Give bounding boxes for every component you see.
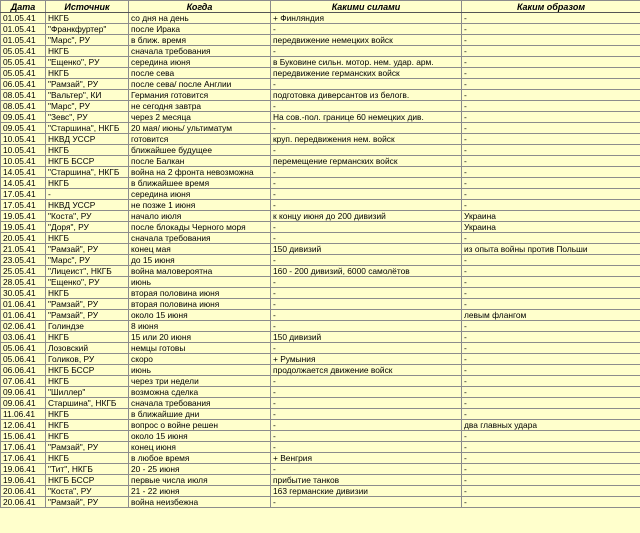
when-cell[interactable]: конец июня (129, 442, 271, 453)
column-header-manner[interactable]: Каким образом (462, 1, 640, 13)
forces-cell[interactable]: - (271, 299, 462, 310)
table-row (1, 244, 640, 255)
table-row (1, 277, 640, 288)
manner-cell[interactable]: - (462, 13, 640, 24)
manner-cell[interactable]: - (462, 134, 640, 145)
when-cell[interactable]: 15 или 20 июня (129, 332, 271, 343)
forces-cell[interactable]: - (271, 497, 462, 508)
manner-cell[interactable]: - (462, 24, 640, 35)
when-cell[interactable]: со дня на день (129, 13, 271, 24)
manner-cell[interactable]: левым флангом (462, 310, 640, 321)
manner-cell[interactable]: - (462, 79, 640, 90)
table-row (1, 178, 640, 189)
table-row (1, 145, 640, 156)
forces-cell[interactable]: + Румыния (271, 354, 462, 365)
manner-cell[interactable]: - (462, 376, 640, 387)
table-body (1, 13, 640, 508)
table-row (1, 255, 640, 266)
when-cell[interactable]: после блокады Черного моря (129, 222, 271, 233)
manner-cell[interactable]: - (462, 156, 640, 167)
manner-cell[interactable]: - (462, 145, 640, 156)
forces-cell[interactable]: - (271, 222, 462, 233)
forces-cell[interactable]: - (271, 398, 462, 409)
date-cell[interactable]: 03.06.41 (1, 332, 46, 343)
date-cell[interactable]: 23.05.41 (1, 255, 46, 266)
date-cell[interactable]: 15.06.41 (1, 431, 46, 442)
date-cell[interactable]: 07.06.41 (1, 376, 46, 387)
when-cell[interactable]: вторая половина июня (129, 288, 271, 299)
table-row (1, 57, 640, 68)
table-row (1, 167, 640, 178)
date-cell[interactable]: 05.06.41 (1, 343, 46, 354)
forces-cell[interactable]: подготовка диверсантов из белогв. (271, 90, 462, 101)
when-cell[interactable]: начало июля (129, 211, 271, 222)
when-cell[interactable]: немцы готовы (129, 343, 271, 354)
manner-cell[interactable]: - (462, 35, 640, 46)
source-cell[interactable]: "Рамзай", РУ (46, 244, 129, 255)
forces-cell[interactable]: продолжается движение войск (271, 365, 462, 376)
manner-cell[interactable]: - (462, 365, 640, 376)
when-cell[interactable]: возможна сделка (129, 387, 271, 398)
manner-cell[interactable]: - (462, 431, 640, 442)
manner-cell[interactable]: - (462, 475, 640, 486)
manner-cell[interactable]: - (462, 46, 640, 57)
forces-cell[interactable]: - (271, 255, 462, 266)
forces-cell[interactable]: - (271, 420, 462, 431)
when-cell[interactable]: Германия готовится (129, 90, 271, 101)
forces-cell[interactable]: прибытие танков (271, 475, 462, 486)
when-cell[interactable]: около 15 июня (129, 431, 271, 442)
source-cell[interactable]: "Зевс", РУ (46, 112, 129, 123)
date-cell[interactable]: 09.06.41 (1, 398, 46, 409)
source-cell[interactable]: НКГБ (46, 46, 129, 57)
table-row (1, 299, 640, 310)
source-cell[interactable]: НКГБ (46, 288, 129, 299)
table-row (1, 431, 640, 442)
table-row (1, 475, 640, 486)
manner-cell[interactable]: - (462, 453, 640, 464)
date-cell[interactable]: 19.05.41 (1, 211, 46, 222)
manner-cell[interactable]: - (462, 398, 640, 409)
table-row (1, 398, 640, 409)
manner-cell[interactable]: - (462, 387, 640, 398)
forces-cell[interactable]: - (271, 288, 462, 299)
table-row (1, 343, 640, 354)
forces-cell[interactable]: - (271, 189, 462, 200)
when-cell[interactable]: в ближ. время (129, 35, 271, 46)
manner-cell[interactable]: - (462, 343, 640, 354)
table-row (1, 211, 640, 222)
when-cell[interactable]: после сева/ после Англии (129, 79, 271, 90)
table-row (1, 189, 640, 200)
source-cell[interactable]: "Коста", РУ (46, 486, 129, 497)
header-row (1, 1, 640, 13)
forces-cell[interactable]: 163 германские дивизии (271, 486, 462, 497)
source-cell[interactable]: "Шиллер" (46, 387, 129, 398)
source-cell[interactable]: НКГБ (46, 145, 129, 156)
date-cell[interactable]: 28.05.41 (1, 277, 46, 288)
source-cell[interactable]: НКВД УССР (46, 134, 129, 145)
date-cell[interactable]: 01.06.41 (1, 310, 46, 321)
when-cell[interactable]: не сегодня завтра (129, 101, 271, 112)
forces-cell[interactable]: - (271, 442, 462, 453)
table-row (1, 90, 640, 101)
date-cell[interactable]: 12.06.41 (1, 420, 46, 431)
manner-cell[interactable]: - (462, 354, 640, 365)
forces-cell[interactable]: - (271, 321, 462, 332)
source-cell[interactable]: НКГБ (46, 68, 129, 79)
date-cell[interactable]: 25.05.41 (1, 266, 46, 277)
date-cell[interactable]: 17.06.41 (1, 453, 46, 464)
when-cell[interactable]: 8 июня (129, 321, 271, 332)
when-cell[interactable]: 21 - 22 июня (129, 486, 271, 497)
date-cell[interactable]: 02.06.41 (1, 321, 46, 332)
table-row (1, 321, 640, 332)
manner-cell[interactable]: - (462, 332, 640, 343)
forces-cell[interactable]: - (271, 101, 462, 112)
date-cell[interactable]: 10.05.41 (1, 145, 46, 156)
table-row (1, 486, 640, 497)
manner-cell[interactable]: - (462, 442, 640, 453)
manner-cell[interactable]: - (462, 178, 640, 189)
when-cell[interactable]: в ближайшие дни (129, 409, 271, 420)
table-row (1, 453, 640, 464)
forces-cell[interactable]: 160 - 200 дивизий, 6000 самолётов (271, 266, 462, 277)
manner-cell[interactable]: - (462, 189, 640, 200)
table-row (1, 332, 640, 343)
forces-cell[interactable]: - (271, 464, 462, 475)
table-row (1, 233, 640, 244)
source-cell[interactable]: НКГБ (46, 13, 129, 24)
when-cell[interactable]: 20 - 25 июня (129, 464, 271, 475)
forces-cell[interactable]: круп. передвижения нем. войск (271, 134, 462, 145)
source-cell[interactable]: НКГБ (46, 178, 129, 189)
source-cell[interactable]: "Марс", РУ (46, 35, 129, 46)
date-cell[interactable]: 14.05.41 (1, 167, 46, 178)
manner-cell[interactable]: - (462, 266, 640, 277)
source-cell[interactable]: Голиндзе (46, 321, 129, 332)
when-cell[interactable]: вторая половина июня (129, 299, 271, 310)
source-cell[interactable]: "Марс", РУ (46, 101, 129, 112)
date-cell[interactable]: 17.06.41 (1, 442, 46, 453)
source-cell[interactable]: НКГБ БССР (46, 475, 129, 486)
source-cell[interactable]: Старшина", НКГБ (46, 398, 129, 409)
source-cell[interactable]: "Рамзай", РУ (46, 299, 129, 310)
when-cell[interactable]: 20 мая/ июнь/ ультиматум (129, 123, 271, 134)
date-cell[interactable]: 21.05.41 (1, 244, 46, 255)
when-cell[interactable]: сначала требования (129, 46, 271, 57)
source-cell[interactable]: НКГБ БССР (46, 365, 129, 376)
manner-cell[interactable]: - (462, 299, 640, 310)
manner-cell[interactable]: - (462, 200, 640, 211)
manner-cell[interactable]: два главных удара (462, 420, 640, 431)
source-cell[interactable]: Лозовский (46, 343, 129, 354)
manner-cell[interactable]: - (462, 233, 640, 244)
forces-cell[interactable]: - (271, 145, 462, 156)
source-cell[interactable]: "Рамзай", РУ (46, 310, 129, 321)
date-cell[interactable]: 17.05.41 (1, 200, 46, 211)
source-cell[interactable]: НКГБ (46, 332, 129, 343)
table-row (1, 409, 640, 420)
source-cell[interactable]: "Тит", НКГБ (46, 464, 129, 475)
when-cell[interactable]: война на 2 фронта невозможна (129, 167, 271, 178)
table-row (1, 200, 640, 211)
manner-cell[interactable]: - (462, 277, 640, 288)
table-row (1, 376, 640, 387)
forces-cell[interactable]: передвижение германских войск (271, 68, 462, 79)
column-header-date[interactable]: Дата (1, 1, 46, 13)
table-row (1, 112, 640, 123)
manner-cell[interactable]: - (462, 409, 640, 420)
when-cell[interactable]: середина июня (129, 189, 271, 200)
date-cell[interactable]: 17.05.41 (1, 189, 46, 200)
date-cell[interactable]: 06.05.41 (1, 79, 46, 90)
manner-cell[interactable]: - (462, 497, 640, 508)
date-cell[interactable]: 11.06.41 (1, 409, 46, 420)
source-cell[interactable]: "Ещенко", РУ (46, 277, 129, 288)
date-cell[interactable]: 10.05.41 (1, 156, 46, 167)
manner-cell[interactable]: Украина (462, 222, 640, 233)
date-cell[interactable]: 09.06.41 (1, 387, 46, 398)
column-header-forces[interactable]: Какими силами (271, 1, 462, 13)
column-header-source[interactable]: Источник (46, 1, 129, 13)
forces-cell[interactable]: + Финляндия (271, 13, 462, 24)
table-row (1, 35, 640, 46)
date-cell[interactable]: 08.05.41 (1, 90, 46, 101)
when-cell[interactable]: война маловероятна (129, 266, 271, 277)
source-cell[interactable]: "Старшина", НКГБ (46, 123, 129, 134)
when-cell[interactable]: в ближайшее время (129, 178, 271, 189)
table-row (1, 79, 640, 90)
when-cell[interactable]: не позже 1 июня (129, 200, 271, 211)
when-cell[interactable]: готовится (129, 134, 271, 145)
manner-cell[interactable]: - (462, 321, 640, 332)
when-cell[interactable]: в любое время (129, 453, 271, 464)
date-cell[interactable]: 06.06.41 (1, 365, 46, 376)
table-row (1, 222, 640, 233)
table-row (1, 13, 640, 24)
forces-cell[interactable]: На сов.-пол. границе 60 немецких див. (271, 112, 462, 123)
manner-cell[interactable]: - (462, 68, 640, 79)
date-cell[interactable]: 30.05.41 (1, 288, 46, 299)
table-row (1, 24, 640, 35)
source-cell[interactable]: "Лицеист", НКГБ (46, 266, 129, 277)
when-cell[interactable]: скоро (129, 354, 271, 365)
source-cell[interactable]: НКГБ (46, 453, 129, 464)
column-header-when[interactable]: Когда (129, 1, 271, 13)
date-cell[interactable]: 19.06.41 (1, 475, 46, 486)
date-cell[interactable]: 19.06.41 (1, 464, 46, 475)
source-cell[interactable]: НКВД УССР (46, 200, 129, 211)
date-cell[interactable]: 10.05.41 (1, 134, 46, 145)
table-row (1, 365, 640, 376)
when-cell[interactable]: середина июня (129, 57, 271, 68)
manner-cell[interactable]: из опыта войны против Польши (462, 244, 640, 255)
table-row (1, 464, 640, 475)
source-cell[interactable]: "Доря", РУ (46, 222, 129, 233)
when-cell[interactable]: до 15 июня (129, 255, 271, 266)
table-row (1, 420, 640, 431)
forces-cell[interactable]: + Венгрия (271, 453, 462, 464)
source-cell[interactable]: НКГБ БССР (46, 156, 129, 167)
forces-cell[interactable]: - (271, 46, 462, 57)
forces-cell[interactable]: - (271, 376, 462, 387)
manner-cell[interactable]: - (462, 90, 640, 101)
manner-cell[interactable]: - (462, 288, 640, 299)
forces-cell[interactable]: 150 дивизий (271, 244, 462, 255)
manner-cell[interactable]: - (462, 464, 640, 475)
manner-cell[interactable]: - (462, 101, 640, 112)
date-cell[interactable]: 20.06.41 (1, 497, 46, 508)
table-row (1, 134, 640, 145)
when-cell[interactable]: конец мая (129, 244, 271, 255)
when-cell[interactable]: ближайшее будущее (129, 145, 271, 156)
manner-cell[interactable]: - (462, 112, 640, 123)
source-cell[interactable]: "Рамзай", РУ (46, 79, 129, 90)
forces-cell[interactable]: к концу июня до 200 дивизий (271, 211, 462, 222)
date-cell[interactable]: 14.05.41 (1, 178, 46, 189)
forces-cell[interactable]: - (271, 409, 462, 420)
date-cell[interactable]: 01.05.41 (1, 24, 46, 35)
source-cell[interactable]: НКГБ (46, 233, 129, 244)
table-row (1, 46, 640, 57)
date-cell[interactable]: 01.06.41 (1, 299, 46, 310)
table-row (1, 288, 640, 299)
when-cell[interactable]: сначала требования (129, 233, 271, 244)
date-cell[interactable]: 05.05.41 (1, 68, 46, 79)
when-cell[interactable]: после Балкан (129, 156, 271, 167)
source-cell[interactable]: "Ещенко", РУ (46, 57, 129, 68)
source-cell[interactable]: НКГБ (46, 376, 129, 387)
table-row (1, 354, 640, 365)
when-cell[interactable]: около 15 июня (129, 310, 271, 321)
forces-cell[interactable]: - (271, 200, 462, 211)
manner-cell[interactable]: - (462, 486, 640, 497)
forces-cell[interactable]: - (271, 431, 462, 442)
date-cell[interactable]: 20.05.41 (1, 233, 46, 244)
forces-cell[interactable]: - (271, 178, 462, 189)
date-cell[interactable]: 01.05.41 (1, 13, 46, 24)
forces-cell[interactable]: - (271, 277, 462, 288)
table-row (1, 266, 640, 277)
date-cell[interactable]: 01.05.41 (1, 35, 46, 46)
when-cell[interactable]: через 2 месяца (129, 112, 271, 123)
forces-cell[interactable]: - (271, 233, 462, 244)
manner-cell[interactable]: - (462, 57, 640, 68)
source-cell[interactable]: "Вальтер", КИ (46, 90, 129, 101)
source-cell[interactable]: Голиков, РУ (46, 354, 129, 365)
when-cell[interactable]: война неизбежна (129, 497, 271, 508)
table-row (1, 101, 640, 112)
table-row (1, 123, 640, 134)
table-row (1, 387, 640, 398)
source-cell[interactable]: НКГБ (46, 420, 129, 431)
source-cell[interactable]: НКГБ (46, 409, 129, 420)
manner-cell[interactable]: - (462, 167, 640, 178)
date-cell[interactable]: 20.06.41 (1, 486, 46, 497)
manner-cell[interactable]: - (462, 123, 640, 134)
when-cell[interactable]: вопрос о войне решен (129, 420, 271, 431)
forces-cell[interactable]: передвижение немецких войск (271, 35, 462, 46)
source-cell[interactable]: - (46, 189, 129, 200)
source-cell[interactable]: НКГБ (46, 431, 129, 442)
when-cell[interactable]: после Ирака (129, 24, 271, 35)
table-row (1, 156, 640, 167)
source-cell[interactable]: "Марс", РУ (46, 255, 129, 266)
when-cell[interactable]: июнь (129, 277, 271, 288)
date-cell[interactable]: 05.06.41 (1, 354, 46, 365)
manner-cell[interactable]: Украина (462, 211, 640, 222)
when-cell[interactable]: июнь (129, 365, 271, 376)
forces-cell[interactable]: - (271, 310, 462, 321)
forces-cell[interactable]: - (271, 24, 462, 35)
forces-cell[interactable]: - (271, 167, 462, 178)
table-row (1, 68, 640, 79)
date-cell[interactable]: 09.05.41 (1, 112, 46, 123)
source-cell[interactable]: "Коста", РУ (46, 211, 129, 222)
source-cell[interactable]: "Франкфуртер" (46, 24, 129, 35)
table-row (1, 497, 640, 508)
forces-cell[interactable]: перемещение германских войск (271, 156, 462, 167)
forces-cell[interactable]: - (271, 79, 462, 90)
date-cell[interactable]: 19.05.41 (1, 222, 46, 233)
table-row (1, 310, 640, 321)
when-cell[interactable]: после сева (129, 68, 271, 79)
forces-cell[interactable]: 150 дивизий (271, 332, 462, 343)
date-cell[interactable]: 09.05.41 (1, 123, 46, 134)
when-cell[interactable]: первые числа июля (129, 475, 271, 486)
source-cell[interactable]: "Старшина", НКГБ (46, 167, 129, 178)
date-cell[interactable]: 08.05.41 (1, 101, 46, 112)
table-row (1, 442, 640, 453)
date-cell[interactable]: 05.05.41 (1, 57, 46, 68)
date-cell[interactable]: 05.05.41 (1, 46, 46, 57)
manner-cell[interactable]: - (462, 255, 640, 266)
forces-cell[interactable]: - (271, 343, 462, 354)
forces-cell[interactable]: - (271, 387, 462, 398)
when-cell[interactable]: сначала требования (129, 398, 271, 409)
when-cell[interactable]: через три недели (129, 376, 271, 387)
forces-cell[interactable]: - (271, 123, 462, 134)
source-cell[interactable]: "Рамзай", РУ (46, 442, 129, 453)
forces-cell[interactable]: в Буковине сильн. мотор. нем. удар. арм. (271, 57, 462, 68)
source-cell[interactable]: "Рамзай", РУ (46, 497, 129, 508)
